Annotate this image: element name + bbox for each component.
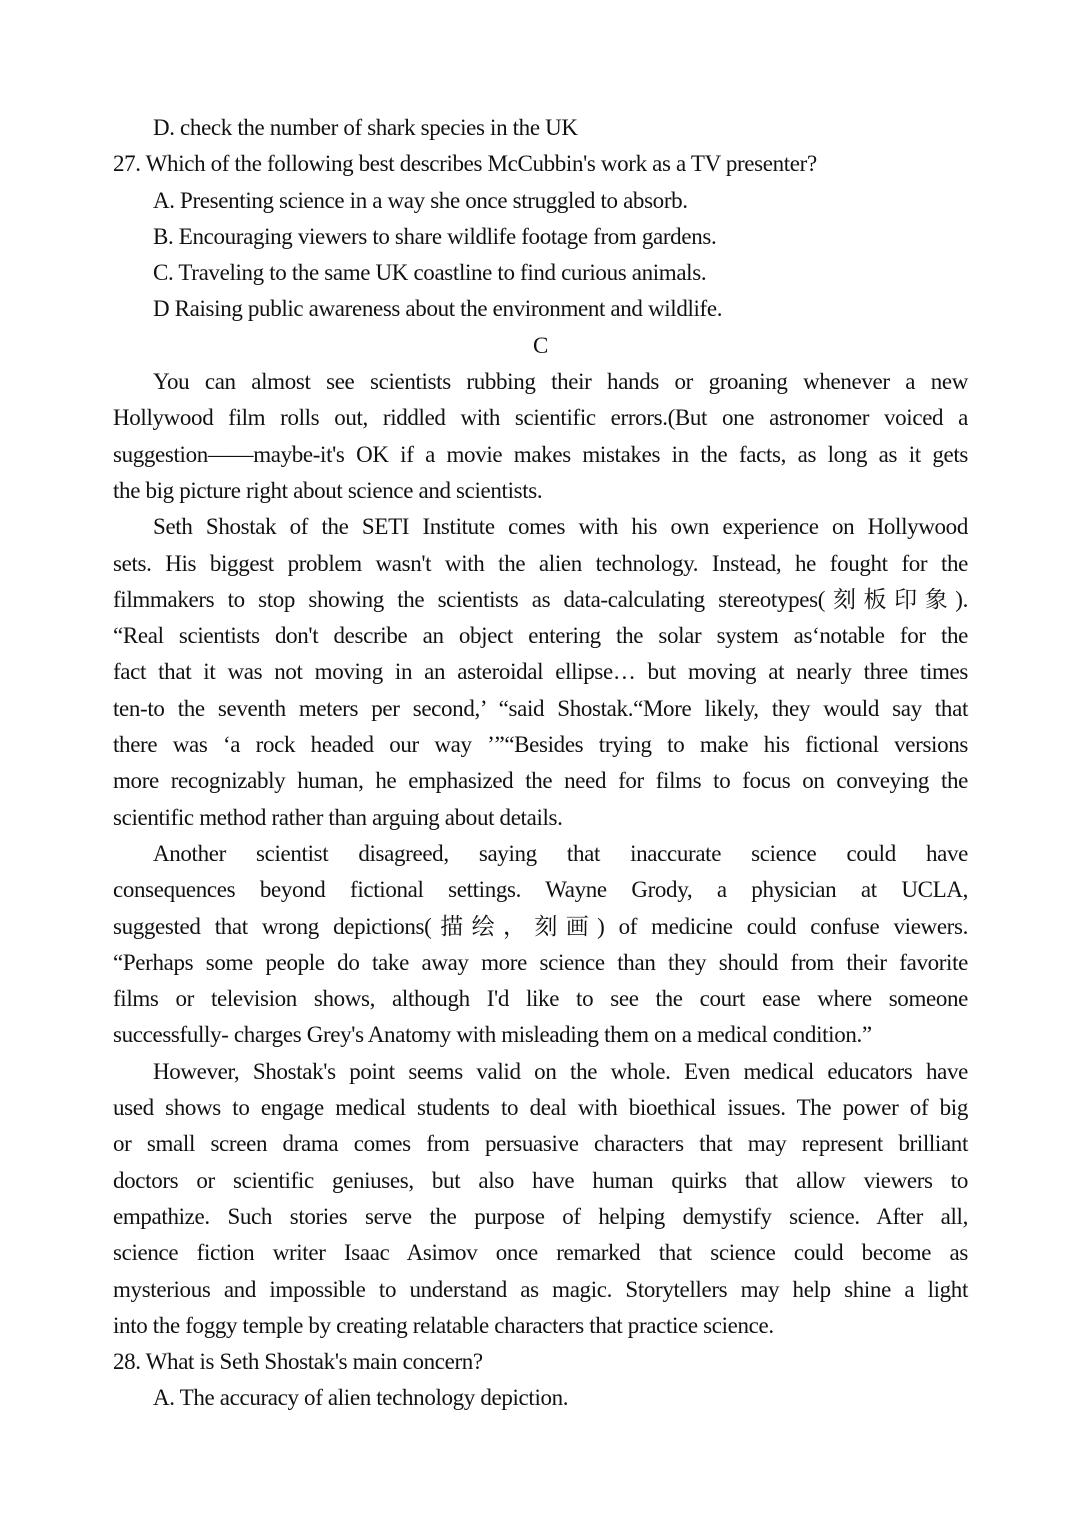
paragraph-line: mysterious and impossible to understand as magic. Storytellers may help shine a light: [113, 1276, 968, 1302]
paragraph-line: Seth Shostak of the SETI Institute comes with his own experience on Hollywood: [153, 514, 968, 540]
paragraph-line: successfully- charges Grey's Anatomy with misleading them on a medical condition.”: [113, 1022, 872, 1048]
paragraph-line: doctors or scientific geniuses, but also have human quirks that allow viewers to: [113, 1167, 968, 1193]
section-heading-c: C: [533, 332, 548, 358]
question-26-option-d: D. check the number of shark species in the UK: [153, 115, 578, 140]
paragraph-line: science fiction writer Isaac Asimov once remarked that science could become as: [113, 1240, 968, 1266]
paragraph-line: into the foggy temple by creating relatable characters that practice science.: [113, 1312, 774, 1338]
paragraph-line: You can almost see scientists rubbing their hands or groaning whenever a new: [153, 369, 968, 395]
question-28-stem: 28. What is Seth Shostak's main concern?: [113, 1349, 483, 1375]
paragraph-line: sets. His biggest problem wasn't with the alien technology. Instead, he fought for the: [113, 550, 968, 576]
passage-paragraph-2: [113, 509, 968, 836]
question-27-stem: 27. Which of the following best describes McCubbin's work as a TV presenter?: [113, 151, 817, 177]
paragraph-line: “Real scientists don't describe an object entering the solar system as‘notable for the: [113, 623, 968, 649]
paragraph-line: or small screen drama comes from persuasive characters that may represent brilliant: [113, 1131, 968, 1157]
paragraph-line: suggested that wrong depictions(描绘，刻画) of medicine could confuse viewers.: [113, 913, 968, 939]
paragraph-line: Hollywood film rolls out, riddled with scientific errors.(But one astronomer voiced a: [113, 405, 968, 431]
paragraph-line: ten-to the seventh meters per second,’ “said Shostak.“More likely, they would say that: [113, 695, 968, 721]
question-27-option-c: C. Traveling to the same UK coastline to find curious animals.: [153, 260, 707, 286]
paragraph-line: “Perhaps some people do take away more science than they should from their favorite: [113, 949, 968, 975]
paragraph-line: Another scientist disagreed, saying that inaccurate science could have: [153, 840, 968, 866]
paragraph-line: more recognizably human, he emphasized the need for films to focus on conveying the: [113, 768, 968, 794]
paragraph-line: fact that it was not moving in an asteroidal ellipse… but moving at nearly three times: [113, 659, 968, 685]
paragraph-line: films or television shows, although I'd like to see the court ease where someone: [113, 986, 968, 1012]
paragraph-line: filmmakers to stop showing the scientists as data-calculating stereotypes(刻板印象).: [113, 586, 968, 612]
question-27-option-d: D Raising public awareness about the environment and wildlife.: [153, 296, 723, 322]
passage-paragraph-3: [113, 836, 968, 1054]
question-28-option-a: A. The accuracy of alien technology depiction.: [153, 1385, 569, 1411]
passage-paragraph-4: [113, 1054, 968, 1344]
paragraph-line: used shows to engage medical students to deal with bioethical issues. The power of big: [113, 1095, 968, 1121]
question-27-option-a: A. Presenting science in a way she once struggled to absorb.: [153, 187, 688, 213]
paragraph-line: the big picture right about science and scientists.: [113, 477, 543, 503]
passage-paragraph-1: [113, 364, 968, 509]
exam-page: [113, 110, 968, 1417]
paragraph-line: there was ‘a rock headed our way ’”“Besides trying to make his fictional versions: [113, 732, 968, 758]
paragraph-line: consequences beyond fictional settings. Wayne Grody, a physician at UCLA,: [113, 877, 968, 903]
paragraph-line: empathize. Such stories serve the purpose of helping demystify science. After all,: [113, 1203, 968, 1229]
paragraph-line: scientific method rather than arguing about details.: [113, 804, 563, 830]
question-27-option-b: B. Encouraging viewers to share wildlife footage from gardens.: [153, 223, 717, 249]
paragraph-line: suggestion——maybe-it's OK if a movie makes mistakes in the facts, as long as it gets: [113, 441, 968, 467]
paragraph-line: However, Shostak's point seems valid on the whole. Even medical educators have: [153, 1058, 968, 1084]
